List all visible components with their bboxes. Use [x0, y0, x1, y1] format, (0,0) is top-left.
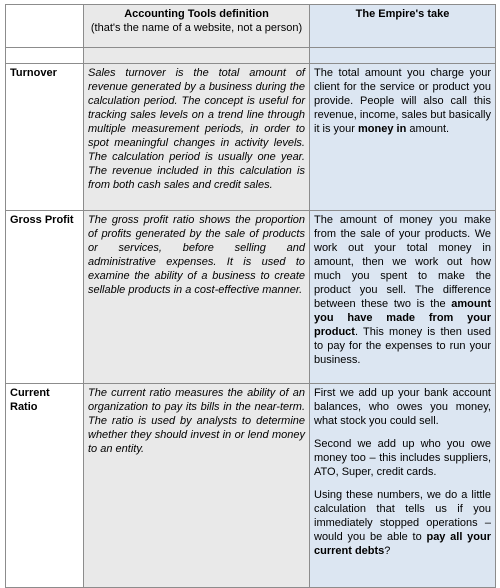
empire-text-part: ?	[384, 545, 391, 557]
spacer-cell	[6, 48, 84, 64]
empire-text-part: amount.	[406, 123, 450, 135]
empire-text-part: . This money is then used to pay for the expenses to run your business.	[314, 326, 491, 366]
definition-text: The gross profit ratio shows the proportion of profits generated by the sale of products or services, before selling and administrative expenses. It is used to examine the ability of a business to create sellable products in a cost-effective manner.	[84, 211, 310, 384]
definition-subtitle: (that's the name of a website, not a person)	[90, 22, 303, 34]
empire-text-part: The amount of money you make from the sale of your products. We work out your total money in amount, then we work out how much you spent to make the product you sell. The difference between these two is the	[314, 214, 491, 310]
definition-title: Accounting Tools definition	[124, 8, 269, 20]
definition-text: Sales turnover is the total amount of revenue generated by a business during the calculation period. The concept is useful for tracking sales levels on a trend line through multiple measurement periods, in order to spot meaningful changes in activity levels. The calculation period is usually one year. The revenue included in this calculation is from both cash sales and credit sales.	[84, 64, 310, 211]
empire-text-part: Using these numbers, we do a little calculation that tells us if you immediately stopped operations – would you be able to	[314, 489, 491, 543]
header-row	[6, 5, 496, 48]
empire-text-emphasis: amount you have made from your product	[314, 298, 491, 338]
empire-text-emphasis: pay all your current debts	[314, 531, 491, 557]
header-empire: The Empire's take	[310, 5, 496, 48]
spacer-row	[6, 48, 496, 64]
header-definition	[84, 5, 310, 48]
empire-text	[310, 211, 496, 384]
empire-paragraph: Second we add up who you owe money too – this includes suppliers, ATO, Super, credit cards.	[314, 438, 491, 478]
empire-paragraph: First we add up your bank account balances, who owes you money, what stock you could sell.	[314, 387, 491, 427]
comparison-table	[5, 4, 496, 588]
row-label: Gross Profit	[6, 211, 84, 384]
row-label: Turnover	[6, 64, 84, 211]
empire-text-part: The total amount you charge your client for the service or product you provide. People will also call this revenue, income, sales but basically it is your	[314, 67, 491, 135]
spacer-cell	[310, 48, 496, 64]
row-label: Current Ratio	[6, 384, 84, 588]
empire-paragraph	[314, 488, 491, 558]
table-row	[6, 384, 496, 588]
header-blank-cell	[6, 5, 84, 48]
table-row	[6, 211, 496, 384]
definition-text: The current ratio measures the ability of an organization to pay its bills in the near-term. The ratio is used by analysts to determine whether they should invest in or lend money to an entity.	[84, 384, 310, 588]
empire-text	[310, 384, 496, 588]
empire-text	[310, 64, 496, 211]
spacer-cell	[84, 48, 310, 64]
table-row	[6, 64, 496, 211]
empire-text-emphasis: money in	[358, 123, 407, 135]
